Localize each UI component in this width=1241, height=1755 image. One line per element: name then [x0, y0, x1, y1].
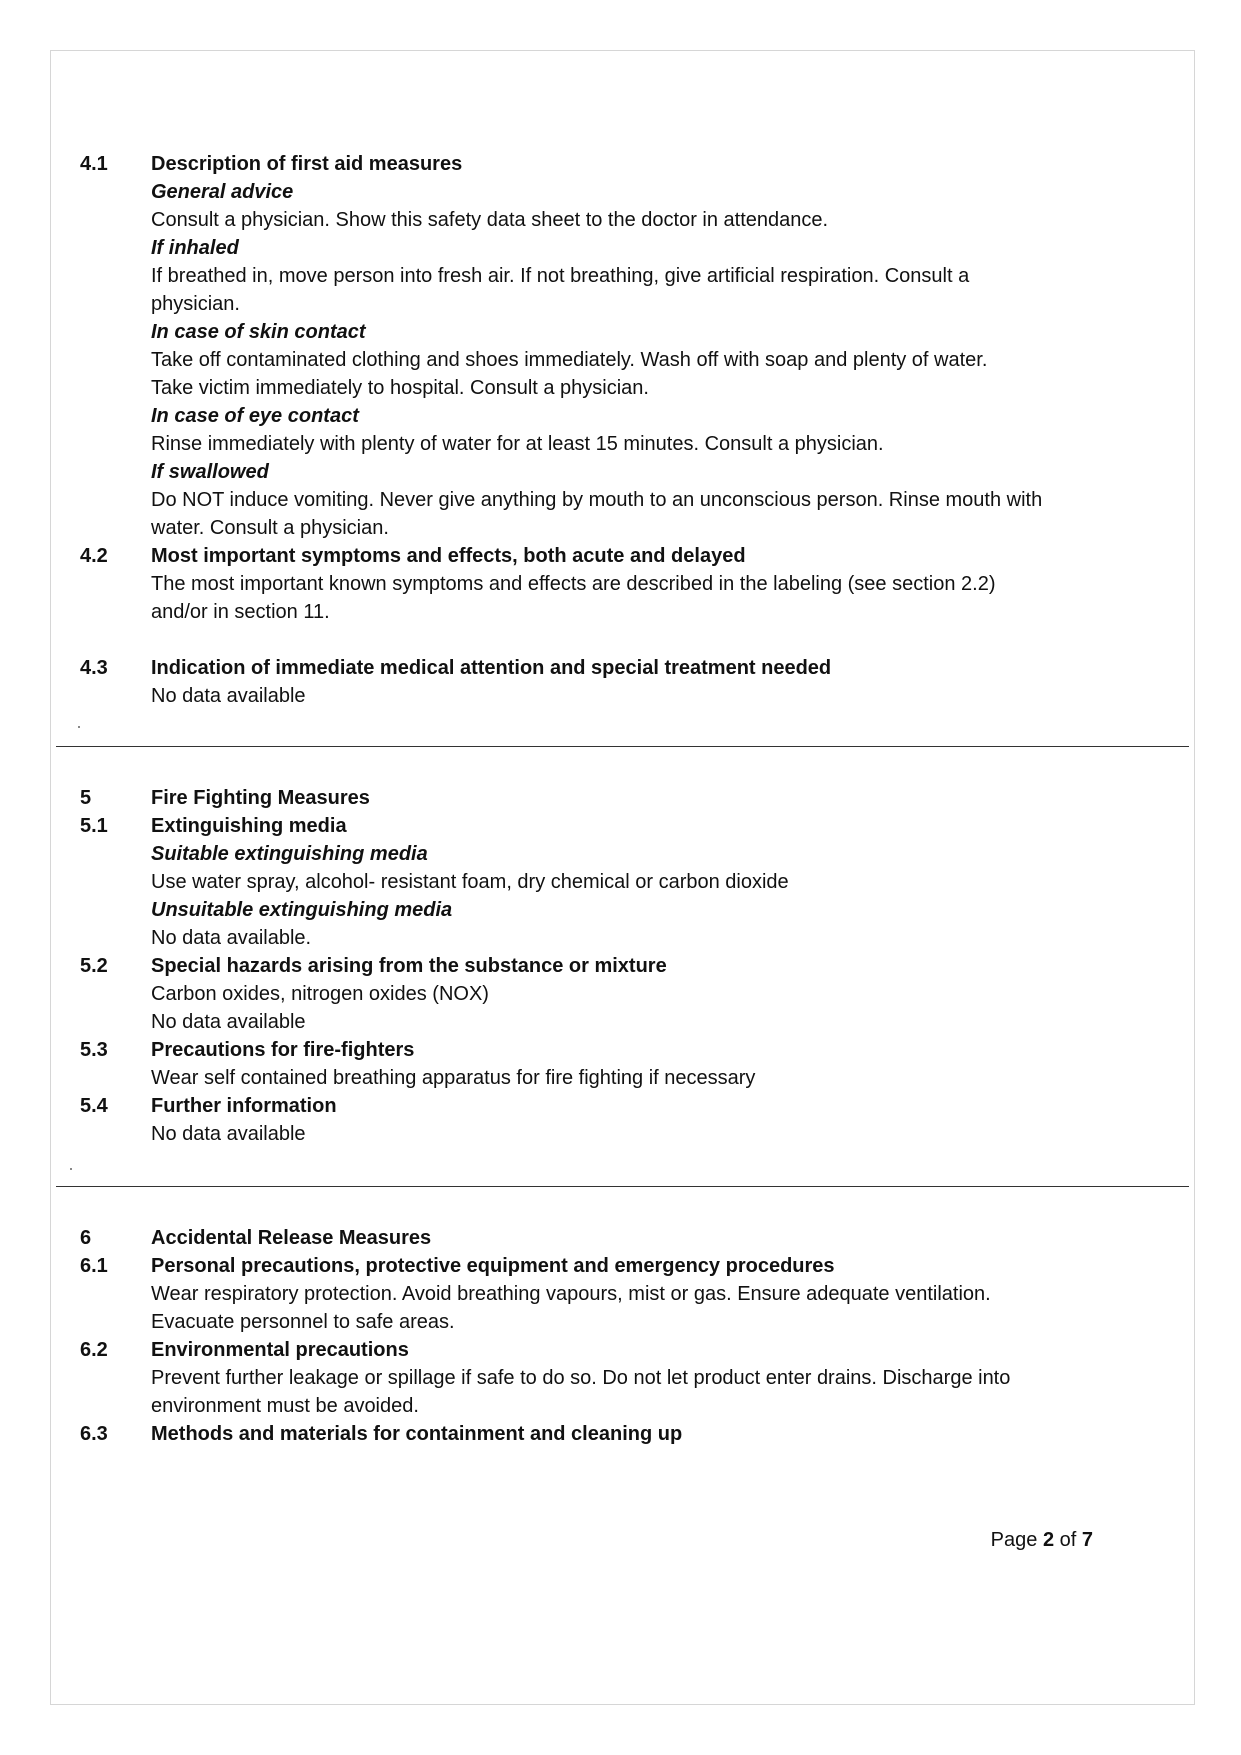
section-5-1-number: 5.1 — [80, 815, 108, 837]
section-5-2-text-line-1: Carbon oxides, nitrogen oxides (NOX) — [151, 983, 489, 1005]
if-swallowed-heading: If swallowed — [151, 461, 269, 483]
page-number — [991, 1526, 1093, 1554]
section-6-3-title: Methods and materials for containment and cleaning up — [151, 1423, 683, 1445]
if-inhaled-text-line-1: If breathed in, move person into fresh air. If not breathing, give artificial respiration. Consult a — [151, 265, 970, 287]
section-divider — [56, 746, 1189, 747]
section-6-number: 6 — [80, 1227, 92, 1249]
skin-contact-heading: In case of skin contact — [151, 321, 366, 343]
suitable-media-heading: Suitable extinguishing media — [151, 843, 428, 865]
section-6-1-text-line-1: Wear respiratory protection. Avoid breathing vapours, mist or gas. Ensure adequate ventilation. — [151, 1283, 991, 1305]
total-pages: 7 — [1081, 1529, 1093, 1551]
section-5-4-title: Further information — [151, 1095, 337, 1117]
eye-contact-text: Rinse immediately with plenty of water for at least 15 minutes. Consult a physician. — [151, 433, 884, 455]
section-5-1-title: Extinguishing media — [151, 815, 347, 837]
section-5-number: 5 — [80, 787, 92, 809]
section-4-3-text: No data available — [151, 685, 306, 707]
if-swallowed-text-line-2: water. Consult a physician. — [151, 517, 389, 539]
section-6-2-number: 6.2 — [80, 1339, 108, 1361]
skin-contact-text-line-1: Take off contaminated clothing and shoes immediately. Wash off with soap and plenty of water. — [151, 349, 988, 371]
section-4-2-number: 4.2 — [80, 545, 108, 567]
if-swallowed-text-line-1: Do NOT induce vomiting. Never give anything by mouth to an unconscious person. Rinse mouth with — [151, 489, 1043, 511]
section-5-3-number: 5.3 — [80, 1039, 108, 1061]
section-5-3-text: Wear self contained breathing apparatus for fire fighting if necessary — [151, 1067, 756, 1089]
skin-contact-text-line-2: Take victim immediately to hospital. Consult a physician. — [151, 377, 649, 399]
section-5-3-title: Precautions for fire-fighters — [151, 1039, 415, 1061]
of-word: of — [1059, 1529, 1077, 1551]
section-6-1-number: 6.1 — [80, 1255, 108, 1277]
section-5-2-title: Special hazards arising from the substance or mixture — [151, 955, 667, 977]
section-6-title: Accidental Release Measures — [151, 1227, 432, 1249]
if-inhaled-text-line-2: physician. — [151, 293, 240, 315]
section-4-1-number: 4.1 — [80, 153, 108, 175]
section-5-2-number: 5.2 — [80, 955, 108, 977]
general-advice-text: Consult a physician. Show this safety data sheet to the doctor in attendance. — [151, 209, 829, 231]
suitable-media-text: Use water spray, alcohol- resistant foam, dry chemical or carbon dioxide — [151, 871, 789, 893]
section-5-4-text: No data available — [151, 1123, 306, 1145]
section-6-2-text-line-1: Prevent further leakage or spillage if safe to do so. Do not let product enter drains. Discharge into — [151, 1367, 1011, 1389]
section-6-2-text-line-2: environment must be avoided. — [151, 1395, 419, 1417]
section-6-2-title: Environmental precautions — [151, 1339, 409, 1361]
eye-contact-heading: In case of eye contact — [151, 405, 359, 427]
section-4-2-title: Most important symptoms and effects, both acute and delayed — [151, 545, 746, 567]
section-4-2-text-line-1: The most important known symptoms and effects are described in the labeling (see section 2.2) — [151, 573, 996, 595]
section-4-2-text-line-2: and/or in section 11. — [151, 601, 330, 623]
section-6-1-title: Personal precautions, protective equipment and emergency procedures — [151, 1255, 835, 1277]
if-inhaled-heading: If inhaled — [151, 237, 239, 259]
section-5-2-text-line-2: No data available — [151, 1011, 306, 1033]
page-word: Page — [990, 1529, 1038, 1551]
stray-dot — [78, 726, 80, 728]
general-advice-heading: General advice — [151, 181, 294, 203]
current-page: 2 — [1042, 1529, 1055, 1551]
section-6-3-number: 6.3 — [80, 1423, 108, 1445]
unsuitable-media-text: No data available. — [151, 927, 312, 949]
section-4-3-title: Indication of immediate medical attention and special treatment needed — [151, 657, 832, 679]
stray-dot — [70, 1168, 72, 1170]
section-5-4-number: 5.4 — [80, 1095, 108, 1117]
section-4-1-title: Description of first aid measures — [151, 153, 463, 175]
section-divider — [56, 1186, 1189, 1187]
unsuitable-media-heading: Unsuitable extinguishing media — [151, 899, 453, 921]
section-4-3-number: 4.3 — [80, 657, 108, 679]
section-5-title: Fire Fighting Measures — [151, 787, 370, 809]
section-6-1-text-line-2: Evacuate personnel to safe areas. — [151, 1311, 455, 1333]
